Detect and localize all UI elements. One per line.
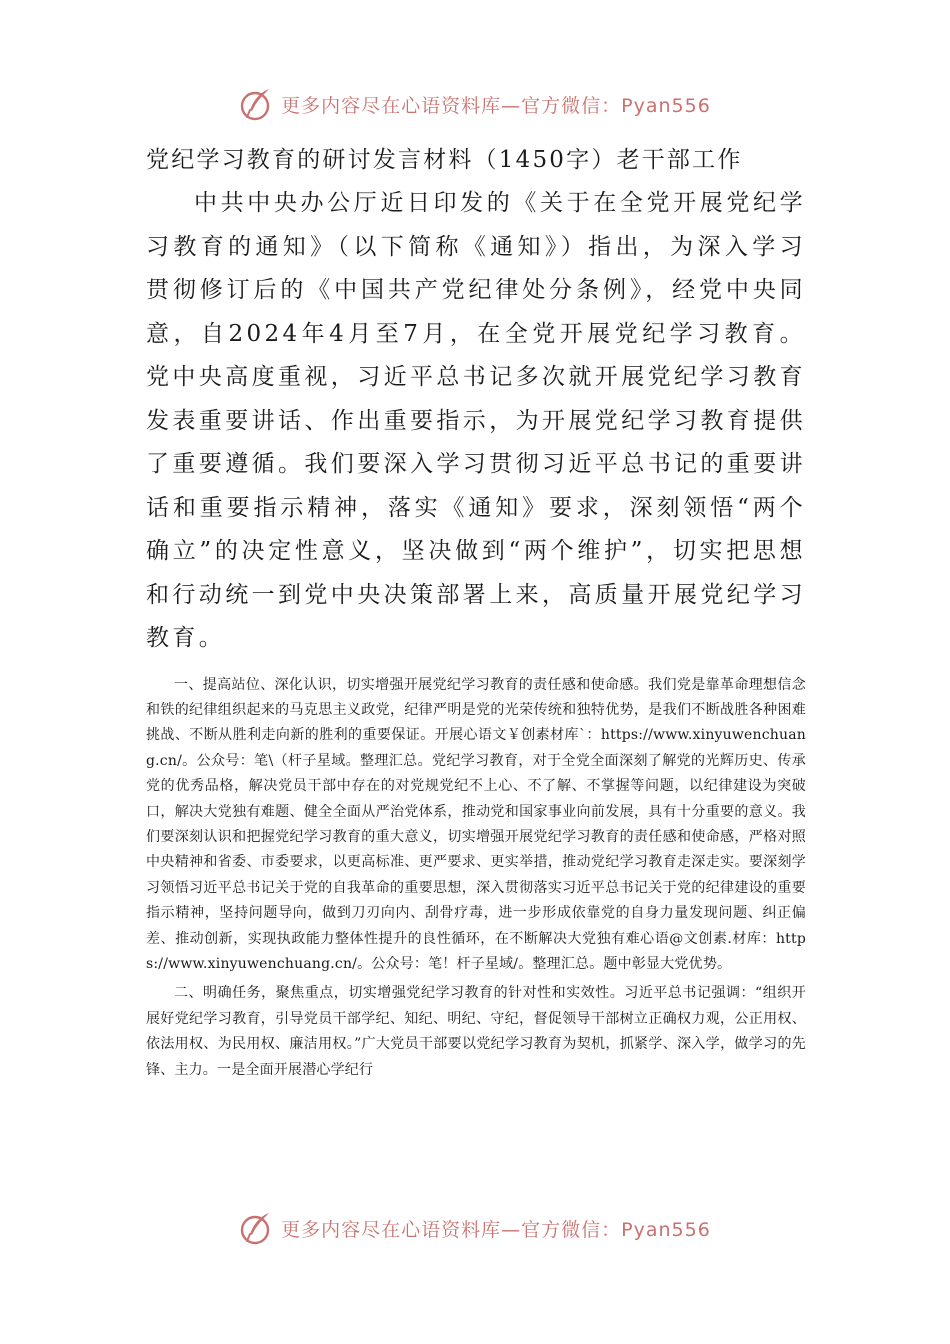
lead-paragraph: 中共中央办公厅近日印发的《关于在全党开展党纪学习教育的通知》（以下简称《通知》）指出，为深入学习贯彻修订后的《中国共产党纪律处分条例》，经党中央同意，自2024年4月至7月，在全党开展党纪学习教育。党中央高度重视，习近平总书记多次就开展党纪学习教育发表重要讲话、作出重要指示，为开展党纪学习教育提供了重要遵循。我们要深入学习贯彻习近平总书记的重要讲话和重要指示精神，落实《通知》要求，深刻领悟“两个确立”的决定性意义，坚决做到“两个维护”，切实把思想和行动统一到党中央决策部署上来，高质量开展党纪学习教育。 xyxy=(146,190,806,651)
document-title: 党纪学习教育的研讨发言材料（1450字）老干部工作 xyxy=(146,147,743,173)
quill-logo-icon xyxy=(239,1210,275,1246)
banner-text: 更多内容尽在心语资料库—官方微信：Pyan556 xyxy=(281,94,711,117)
document-body xyxy=(146,138,806,1083)
body-paragraph-1: 一、提高站位、深化认识，切实增强开展党纪学习教育的责任感和使命感。我们党是靠革命理想信念和铁的纪律组织起来的马克思主义政党，纪律严明是党的光荣传统和独特优势，是我们不断战胜各种困难挑战、不断从胜利走向新的胜利的重要保证。开展心语文￥创素材库`：https://www.xinyuwenchuang.cn/。公众号：笔\（杆子星域。整理汇总。党纪学习教育，对于全党全面深刻了解党的光辉历史、传承党的优秀品格，解决党员干部中存在的对党规党纪不上心、不了解、不掌握等问题，以纪律建设为突破口，解决大党独有难题、健全全面从严治党体系，推动党和国家事业向前发展，具有十分重要的意义。我们要深刻认识和把握党纪学习教育的重大意义，切实增强开展党纪学习教育的责任感和使命感，严格对照中央精神和省委、市委要求，以更高标准、更严要求、更实举措，推动党纪学习教育走深走实。要深刻学习领悟习近平总书记关于党的自我革命的重要思想，深入贯彻落实习近平总书记关于党的纪律建设的重要指示精神，坚持问题导向，做到刀刃向内、刮骨疗毒，进一步形成依靠党的自身力量发现问题、纠正偏差、推动创新，实现执政能力整体性提升的良性循环，在不断解决大党独有难心语@文创素.材库：https://www.xinyuwenchuang.cn/。公众号：笔！杆子星域/。整理汇总。题中彰显大党优势。 xyxy=(146,676,806,972)
banner-text: 更多内容尽在心语资料库—官方微信：Pyan556 xyxy=(281,1218,711,1241)
body-paragraph-2: 二、明确任务，聚焦重点，切实增强党纪学习教育的针对性和实效性。习近平总书记强调：“组织开展好党纪学习教育，引导党员干部学纪、知纪、明纪、守纪，督促领导干部树立正确权力观，公正用权、依法用权、为民用权、廉洁用权。”广大党员干部要以党纪学习教育为契机，抓紧学、深入学，做学习的先锋、主力。一是全面开展潜心学纪行 xyxy=(146,985,806,1078)
quill-logo-icon xyxy=(239,86,275,122)
footer-banner xyxy=(0,1208,950,1248)
header-banner xyxy=(0,84,950,124)
